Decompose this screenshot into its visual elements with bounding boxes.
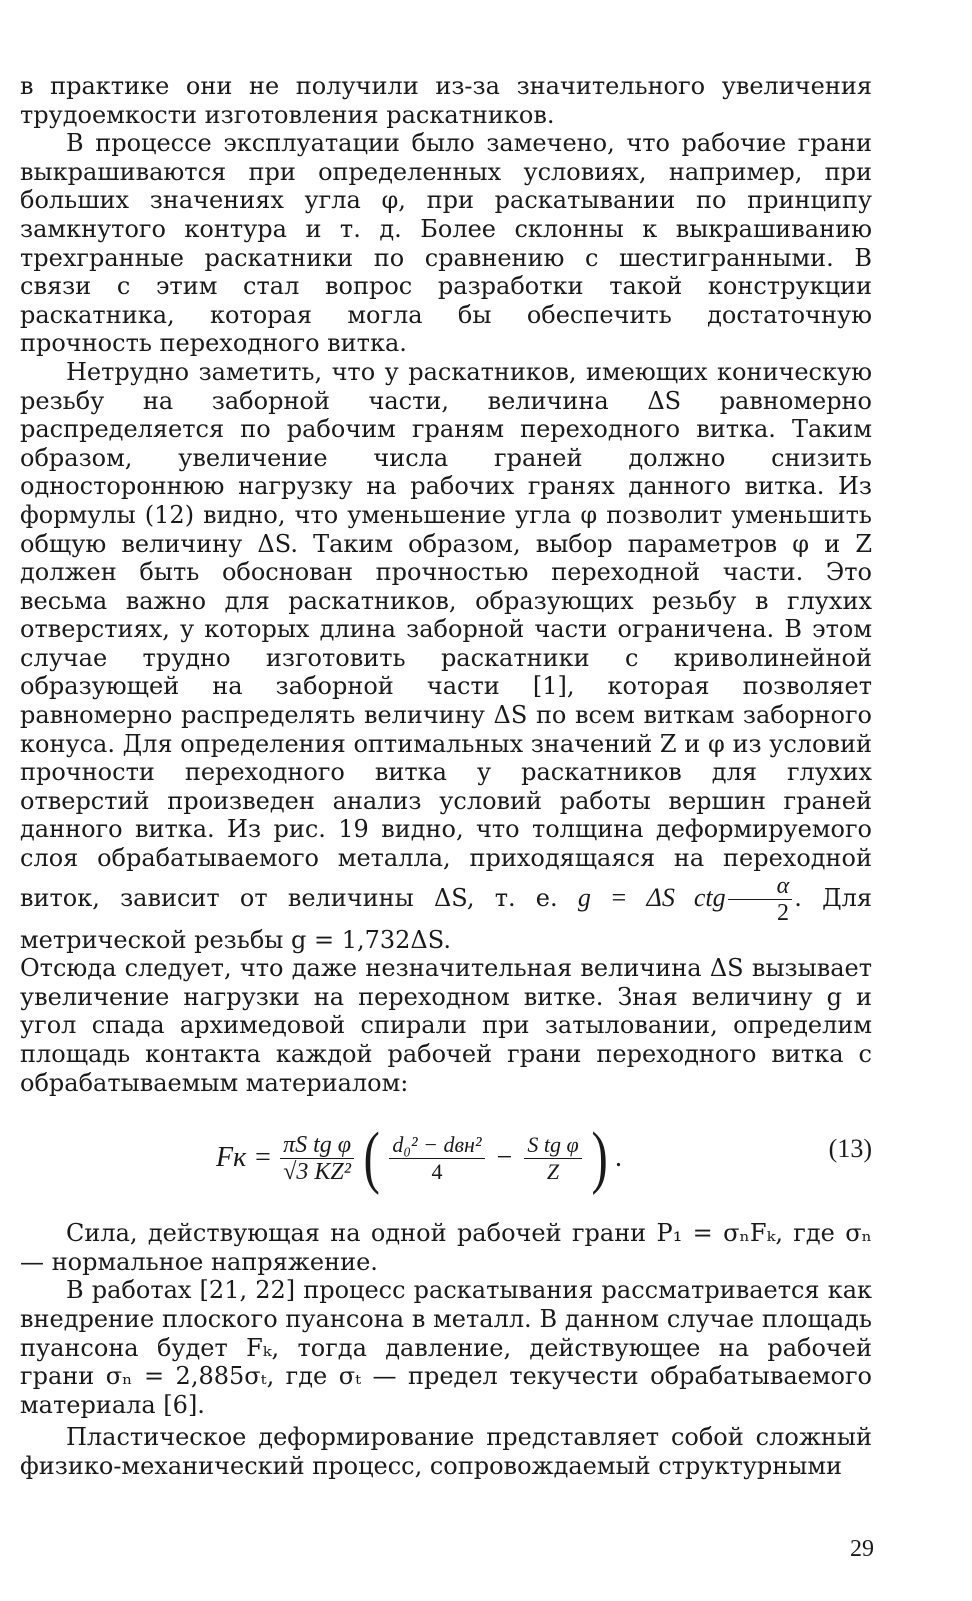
fraction-2-numerator: d₀² − dвн² [389, 1132, 484, 1159]
paragraph-5: Сила, действующая на одной рабочей грани P₁ = σₙFₖ, где σₙ — нормальное напряжение. [20, 1219, 872, 1276]
equation-minus: − [496, 1141, 513, 1173]
inline-fraction-alpha-2 [728, 873, 793, 926]
body-text [20, 72, 872, 1481]
paragraph-3 [20, 358, 872, 954]
equation-end: . [614, 1141, 622, 1173]
equation-body [216, 1119, 622, 1197]
fraction-denominator: 2 [776, 899, 789, 926]
paragraph-3-text: Нетрудно заметить, что у раскатников, имеющих коническую резьбу на заборной части, величина ΔS равномерно распределяется по рабочим граням переходного витка. Таким образом, увеличение числа граней должно снизить одностороннюю нагрузку на рабочих гранях данного витка. Из формулы (12) видно, что уменьшение угла φ позволит уменьшить общую величину ΔS. Таким образом, выбор параметров φ и Z должен быть обоснован прочностью переходной части. Это весьма важно для раскатников, образующих резьбу в глухих отверстиях, у которых длина заборной части ограничена. В этом случае трудно изготовить раскатники с криволинейной образующей на заборной части [1], которая позволяет равномерно распределять величину ΔS по всем виткам заборного конуса. Для определения оптимальных значений Z и φ из условий прочности переходного витка у раскатников для глухих отверстий произведен анализ условий работы вершин граней данного витка. Из рис. 19 видно, что толщина деформируемого слоя обрабатываемого металла, приходящаяся на переходной виток, зависит от величины ΔS, т. е. [20, 357, 872, 912]
fraction-3-numerator: S tg φ [524, 1132, 581, 1159]
paragraph-4: Отсюда следует, что даже незначительная величина ΔS вызывает увеличение нагрузки на переходном витке. Зная величину g и угол спада архимедовой спирали при затыловании, определим площадь контакта каждой рабочей грани переходного витка с обрабатываемым материалом: [20, 954, 872, 1097]
metric-thread-text: . Для метрической резьбы g = 1,732ΔS. [20, 883, 872, 954]
paragraph-1: в практике они не получили из-за значительного увеличения трудоемкости изготовления раскатников. [20, 72, 872, 129]
paragraph-7: Пластическое деформирование представляет собой сложный физико-механический процесс, сопровождаемый структурными [20, 1423, 872, 1480]
fraction-1-numerator: πS tg φ [280, 1132, 354, 1159]
inline-formula-g: g = ΔS ctg [577, 882, 726, 912]
page-number: 29 [850, 1536, 874, 1562]
paragraph-2: В процессе эксплуатации было замечено, что рабочие грани выкрашиваются при определенных условиях, например, при больших значениях угла φ, при раскатывании по принципу замкнутого контура и т. д. Более склонны к выкрашиванию трехгранные раскатники по сравнению с шестигранными. В связи с этим стал вопрос разработки такой конструкции раскатника, которая могла бы обеспечить достаточную прочность переходного витка. [20, 129, 872, 358]
fraction-1-denominator: √3 KZ² [283, 1158, 351, 1185]
equation-fraction-3 [524, 1132, 581, 1185]
fraction-numerator: α [728, 873, 793, 900]
fraction-3-denominator: Z [546, 1158, 560, 1184]
fraction-2-denominator: 4 [431, 1158, 443, 1184]
equation-number: (13) [828, 1134, 872, 1164]
equation-fraction-1 [280, 1132, 354, 1185]
left-paren: ( [363, 1119, 380, 1197]
right-paren: ) [591, 1119, 608, 1197]
paragraph-6: В работах [21, 22] процесс раскатывания рассматривается как внедрение плоского пуансона в металл. В данном случае площадь пуансона будет Fₖ, тогда давление, действующее на рабочей грани σₙ = 2,885σₜ, где σₜ — предел текучести обрабатываемого материала [6]. [20, 1276, 872, 1419]
equation-fraction-2 [389, 1132, 484, 1185]
equation-lhs: Fк = [216, 1141, 273, 1173]
equation-13 [20, 1105, 872, 1213]
